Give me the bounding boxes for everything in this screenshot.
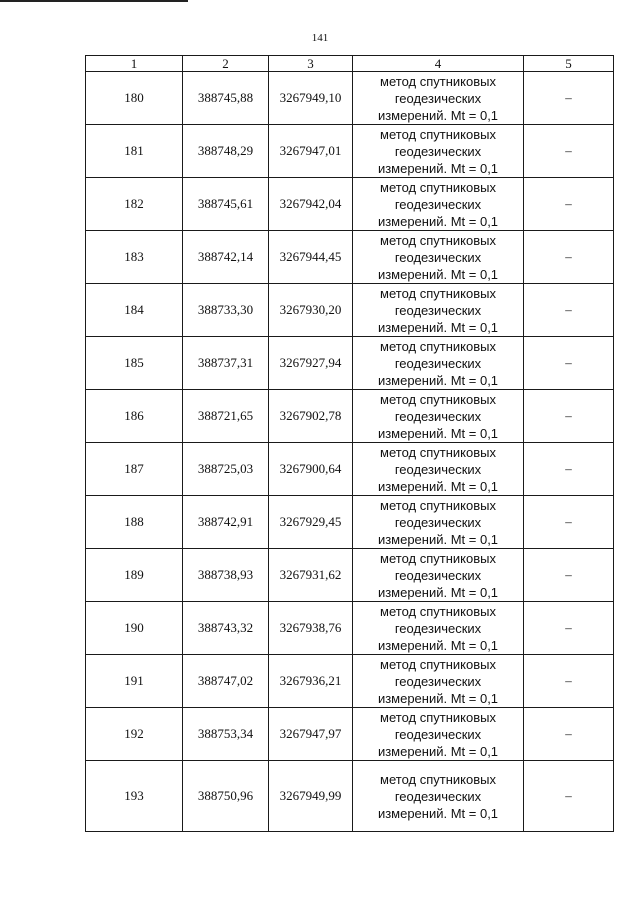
note-dash: –: [524, 655, 614, 708]
note-dash: –: [524, 390, 614, 443]
coordinate-y: 3267930,20: [269, 284, 353, 337]
method-line-3: измерений. Mt = 0,1: [377, 531, 499, 547]
method-line-1: метод спутниковых: [380, 391, 496, 407]
table-row: [86, 231, 614, 284]
method-description: [353, 549, 524, 602]
coordinate-x: 388750,96: [183, 761, 269, 832]
table-row: [86, 178, 614, 231]
method-line-1: метод спутниковых: [380, 179, 496, 195]
method-line-1: метод спутниковых: [380, 285, 496, 301]
coordinate-y: 3267902,78: [269, 390, 353, 443]
note-dash: –: [524, 708, 614, 761]
method-line-3: измерений. Mt = 0,1: [377, 425, 499, 441]
method-line-2: геодезических: [394, 673, 482, 689]
coordinate-x: 388742,14: [183, 231, 269, 284]
note-dash: –: [524, 549, 614, 602]
coordinate-x: 388737,31: [183, 337, 269, 390]
method-description: [353, 655, 524, 708]
method-description: [353, 125, 524, 178]
point-number: 186: [86, 390, 183, 443]
method-line-3: измерений. Mt = 0,1: [377, 805, 499, 821]
method-description: [353, 443, 524, 496]
method-description: [353, 708, 524, 761]
table-row: [86, 284, 614, 337]
table-row: [86, 602, 614, 655]
method-line-3: измерений. Mt = 0,1: [377, 690, 499, 706]
method-line-3: измерений. Mt = 0,1: [377, 743, 499, 759]
point-number: 181: [86, 125, 183, 178]
method-line-3: измерений. Mt = 0,1: [377, 160, 499, 176]
method-line-3: измерений. Mt = 0,1: [377, 107, 499, 123]
note-dash: –: [524, 496, 614, 549]
method-description: [353, 284, 524, 337]
method-line-2: геодезических: [394, 90, 482, 106]
table-row: [86, 708, 614, 761]
table-row: [86, 125, 614, 178]
method-description: [353, 390, 524, 443]
coordinate-x: 388721,65: [183, 390, 269, 443]
method-line-3: измерений. Mt = 0,1: [377, 372, 499, 388]
note-dash: –: [524, 443, 614, 496]
coordinate-x: 388748,29: [183, 125, 269, 178]
method-line-3: измерений. Mt = 0,1: [377, 584, 499, 600]
coordinate-y: 3267949,99: [269, 761, 353, 832]
method-line-1: метод спутниковых: [380, 656, 496, 672]
method-line-3: измерений. Mt = 0,1: [377, 319, 499, 335]
method-line-1: метод спутниковых: [380, 709, 496, 725]
method-line-2: геодезических: [394, 461, 482, 477]
method-line-3: измерений. Mt = 0,1: [377, 637, 499, 653]
note-dash: –: [524, 231, 614, 284]
coordinate-x: 388738,93: [183, 549, 269, 602]
method-line-3: измерений. Mt = 0,1: [377, 478, 499, 494]
coordinate-y: 3267931,62: [269, 549, 353, 602]
table-row: [86, 337, 614, 390]
point-number: 185: [86, 337, 183, 390]
method-line-1: метод спутниковых: [380, 603, 496, 619]
method-line-2: геодезических: [394, 788, 482, 804]
coordinate-y: 3267936,21: [269, 655, 353, 708]
method-description: [353, 602, 524, 655]
method-line-1: метод спутниковых: [380, 232, 496, 248]
point-number: 193: [86, 761, 183, 832]
coordinate-x: 388745,88: [183, 72, 269, 125]
column-header-1: 1: [86, 56, 183, 72]
method-line-2: геодезических: [394, 408, 482, 424]
note-dash: –: [524, 602, 614, 655]
method-description: [353, 72, 524, 125]
point-number: 182: [86, 178, 183, 231]
point-number: 183: [86, 231, 183, 284]
method-line-2: геодезических: [394, 302, 482, 318]
column-header-3: 3: [269, 56, 353, 72]
method-line-1: метод спутниковых: [380, 444, 496, 460]
method-description: [353, 231, 524, 284]
column-header-4: 4: [353, 56, 524, 72]
coordinate-x: 388745,61: [183, 178, 269, 231]
coordinate-y: 3267927,94: [269, 337, 353, 390]
table-row: [86, 549, 614, 602]
method-line-2: геодезических: [394, 567, 482, 583]
point-number: 180: [86, 72, 183, 125]
note-dash: –: [524, 337, 614, 390]
method-line-1: метод спутниковых: [380, 550, 496, 566]
method-line-1: метод спутниковых: [380, 73, 496, 89]
method-line-2: геодезических: [394, 620, 482, 636]
table-header-row: [86, 56, 614, 72]
point-number: 192: [86, 708, 183, 761]
note-dash: –: [524, 761, 614, 832]
coordinate-x: 388747,02: [183, 655, 269, 708]
point-number: 184: [86, 284, 183, 337]
point-number: 188: [86, 496, 183, 549]
coordinate-x: 388742,91: [183, 496, 269, 549]
table-row: [86, 72, 614, 125]
method-description: [353, 337, 524, 390]
coordinate-y: 3267947,01: [269, 125, 353, 178]
column-header-2: 2: [183, 56, 269, 72]
table-row: [86, 390, 614, 443]
scan-edge-line: [0, 0, 188, 2]
table-body: [86, 72, 614, 832]
table-row: [86, 761, 614, 832]
coordinate-y: 3267944,45: [269, 231, 353, 284]
method-line-2: геодезических: [394, 726, 482, 742]
method-line-2: геодезических: [394, 249, 482, 265]
page-number: 141: [311, 32, 329, 44]
coordinate-y: 3267938,76: [269, 602, 353, 655]
coordinate-x: 388733,30: [183, 284, 269, 337]
note-dash: –: [524, 72, 614, 125]
coordinate-y: 3267949,10: [269, 72, 353, 125]
table-row: [86, 443, 614, 496]
coordinate-y: 3267947,97: [269, 708, 353, 761]
method-description: [353, 178, 524, 231]
note-dash: –: [524, 178, 614, 231]
coordinate-y: 3267929,45: [269, 496, 353, 549]
method-line-3: измерений. Mt = 0,1: [377, 213, 499, 229]
table-row: [86, 496, 614, 549]
coordinate-x: 388743,32: [183, 602, 269, 655]
note-dash: –: [524, 125, 614, 178]
method-description: [353, 761, 524, 832]
coordinate-y: 3267942,04: [269, 178, 353, 231]
method-line-3: измерений. Mt = 0,1: [377, 266, 499, 282]
coordinate-x: 388725,03: [183, 443, 269, 496]
point-number: 189: [86, 549, 183, 602]
method-line-2: геодезических: [394, 196, 482, 212]
method-line-1: метод спутниковых: [380, 771, 496, 787]
method-description: [353, 496, 524, 549]
method-line-1: метод спутниковых: [380, 126, 496, 142]
coordinates-table: [85, 55, 614, 832]
note-dash: –: [524, 284, 614, 337]
method-line-1: метод спутниковых: [380, 497, 496, 513]
coordinate-x: 388753,34: [183, 708, 269, 761]
point-number: 190: [86, 602, 183, 655]
column-header-5: 5: [524, 56, 614, 72]
point-number: 187: [86, 443, 183, 496]
coordinate-y: 3267900,64: [269, 443, 353, 496]
table-row: [86, 655, 614, 708]
method-line-1: метод спутниковых: [380, 338, 496, 354]
method-line-2: геодезических: [394, 355, 482, 371]
method-line-2: геодезических: [394, 514, 482, 530]
point-number: 191: [86, 655, 183, 708]
method-line-2: геодезических: [394, 143, 482, 159]
